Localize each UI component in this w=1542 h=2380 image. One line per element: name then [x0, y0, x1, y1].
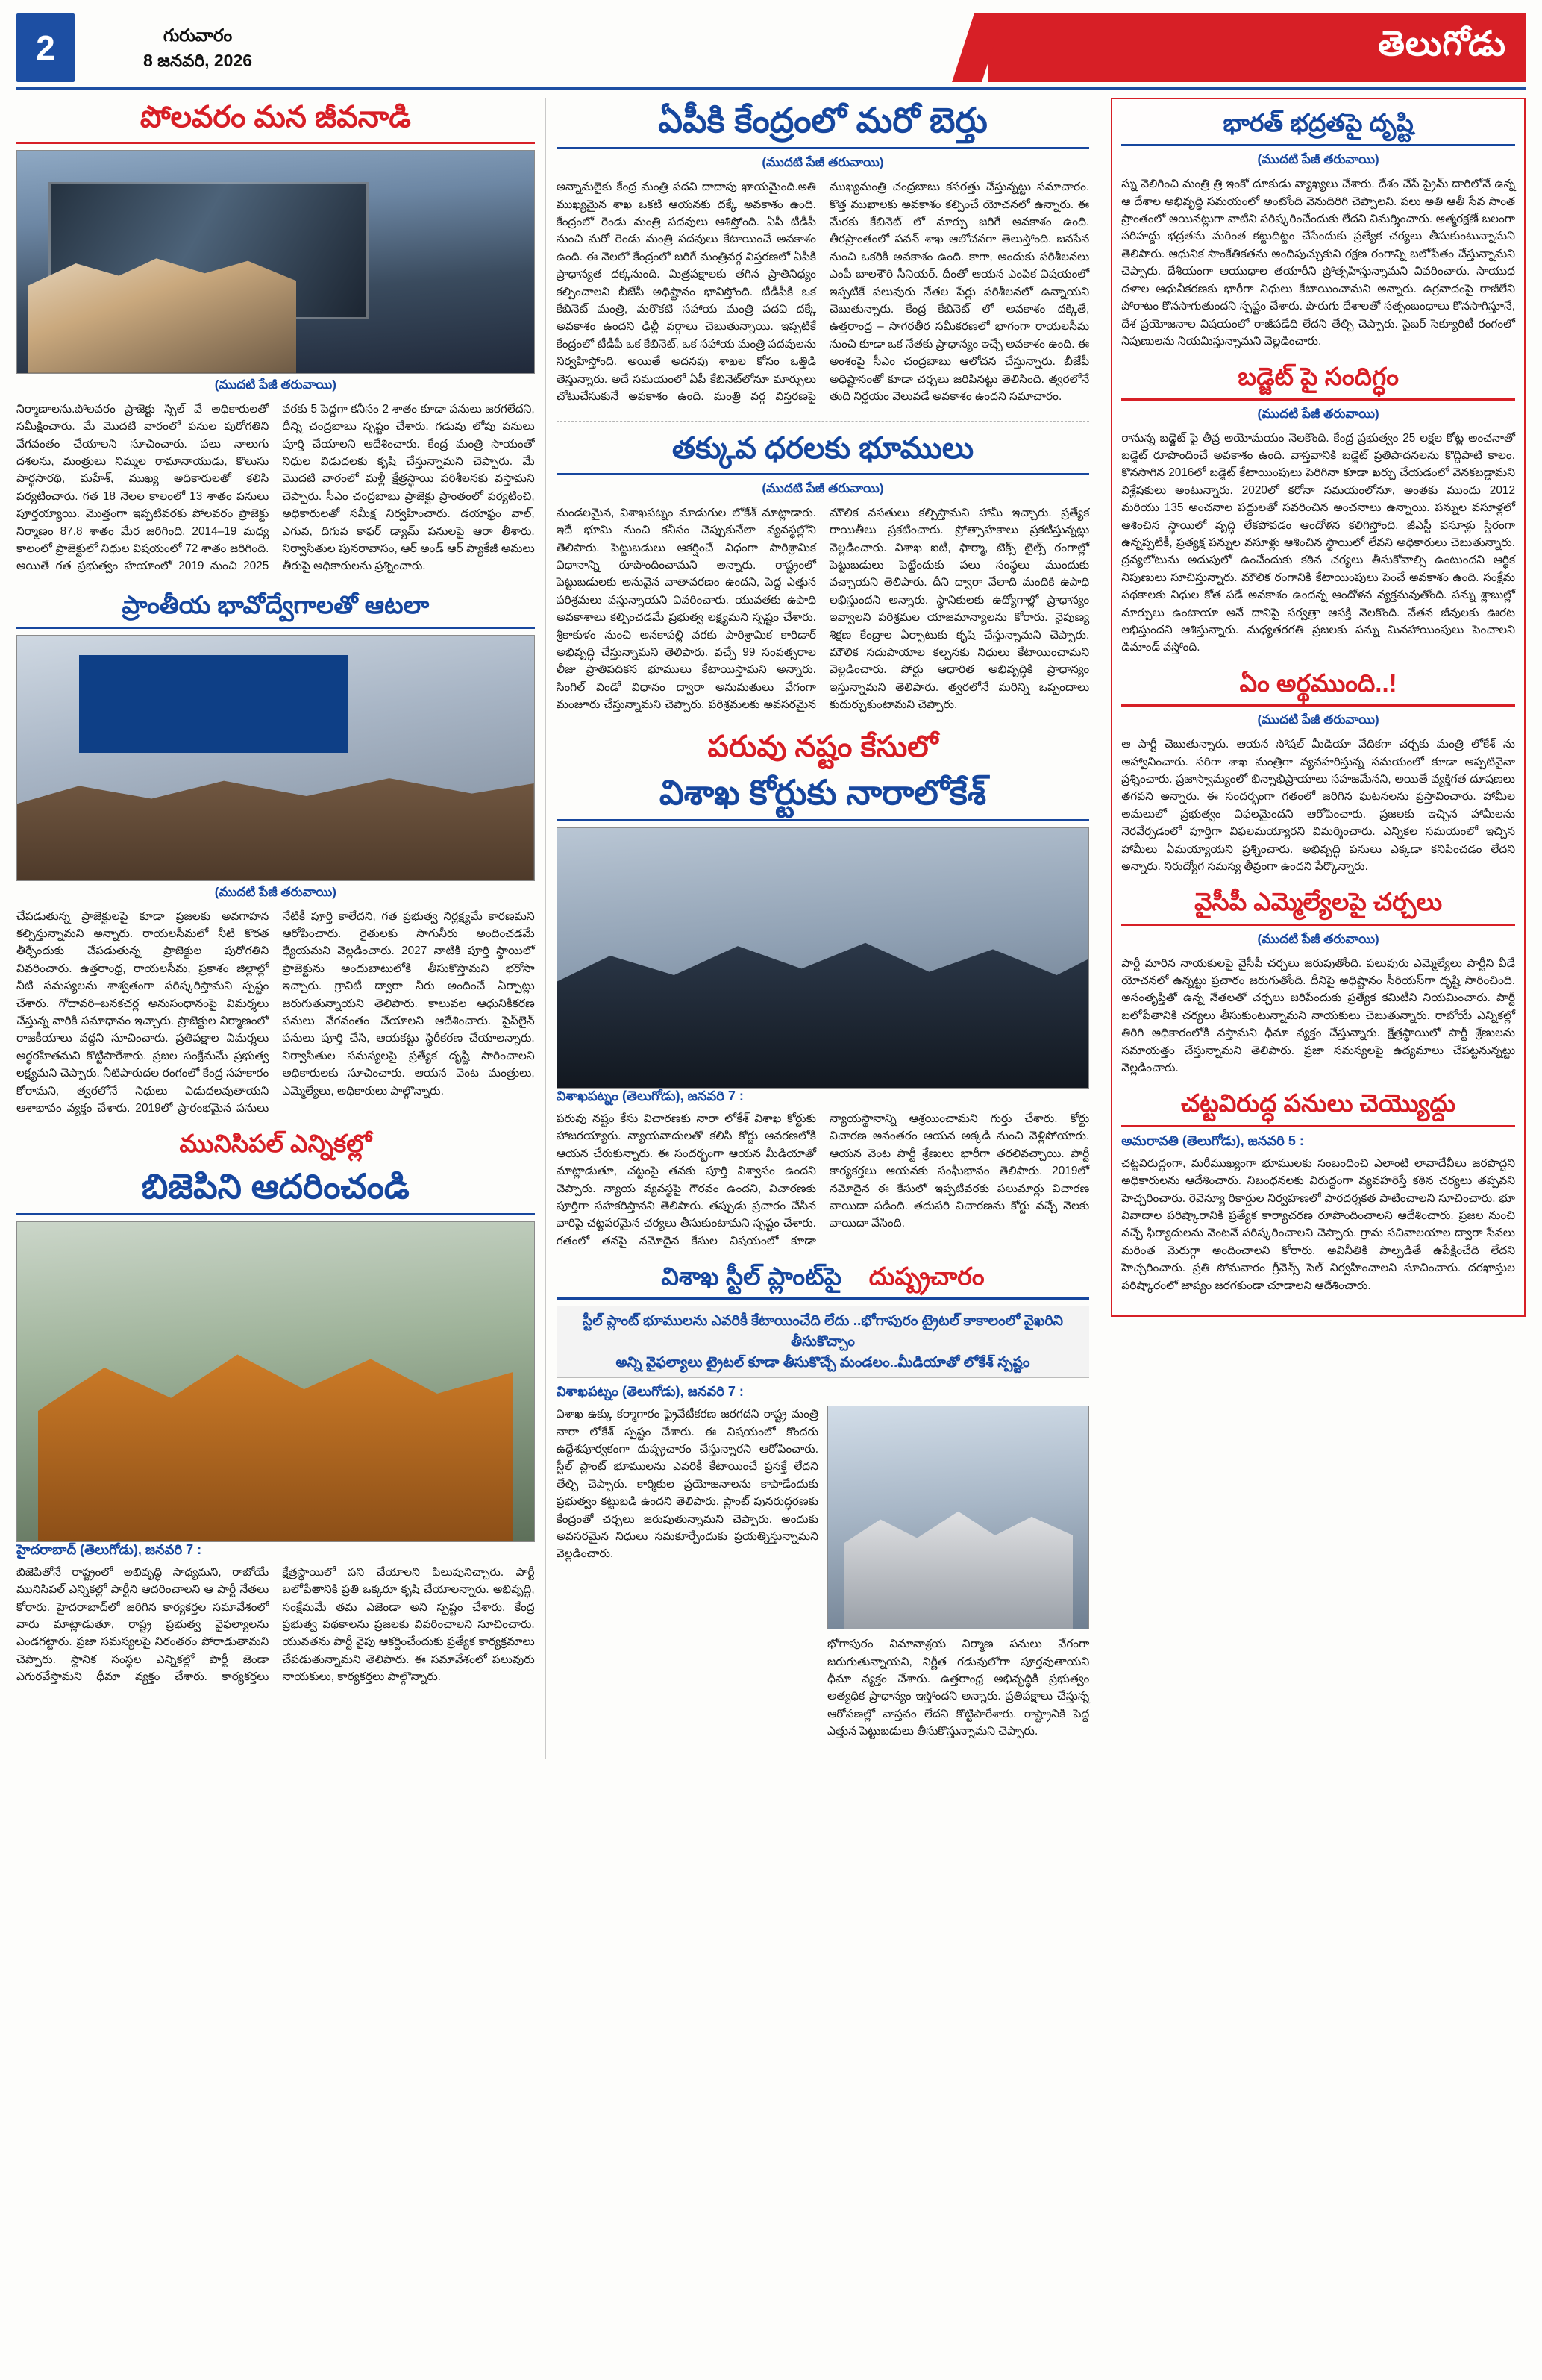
- paragraph: చట్టవిరుద్ధంగా, మరీముఖ్యంగా భూములకు సంబంధించి ఎలాంటి లావాదేవీలు జరపొద్దని అధికారులను ఆదేశించారు. నిబంధనలకు విరుద్ధంగా వ్యవహరిస్తే కఠిన చర్యలు తప్పవని హెచ్చరించారు. రెవెన్యూ రికార్డుల నిర్వహణలో పారదర్శకత పాటించాలని సూచించారు. భూ వివాదాల పరిష్కారానికి ప్రత్యేక కార్యాచరణ రూపొందించాలని ఆదేశించారు. ప్రజల నుంచి వచ్చే ఫిర్యాదులను వెంటనే పరిష్కరించాలని చెప్పారు. గ్రామ సచివాలయాల ద్వారా సేవలు మరింత మెరుగ్గా అందించాలని కోరారు. అవినీతికి పాల్పడితే ఉపేక్షించేది లేదని హెచ్చరించారు. ప్రతి సోమవారం గ్రీవెన్స్ సెల్ నిర్వహించాలని సూచించారు. దరఖాస్తుల పరిష్కారంలో జాప్యం జరగకుండా చూడాలని ఆదేశించారు.: [1121, 1156, 1516, 1292]
- story-body: [1121, 1155, 1515, 1294]
- photo-bjp-felicitation: [16, 1221, 535, 1542]
- headline-rule: [557, 147, 1090, 149]
- column-center: [557, 98, 1090, 1759]
- headline-illegal-works: చట్టవిరుద్ధ పనులు చెయ్యొద్దు: [1181, 1089, 1456, 1118]
- date-block: [75, 13, 321, 82]
- page-number: 2: [16, 13, 75, 82]
- paragraph: నిర్మాణాలను.పోలవరం ప్రాజెక్టు స్పిల్ వే అధికారులతో సమీక్షించారు. మే మొదటి వారంలో పనుల పురోగతిని వేగవంతం చేయాలని సూచించారు. పలు నాలుగు దశలను, మంత్రులు నిమ్మల రామానాయుడు, కొలుసు పార్థసారథి, మహేశ్, ముఖ్య అధికారులతో కలిసి పర్యటించారు. గత 18 నెలల కాలంలో 13 శాతం పనులు పూర్తయ్యాయి. మొత్తంగా ఇప్పటివరకు పోలవరం ప్రాజెక్టు నిర్మాణం 87.8 శాతం మేర జరిగింది. 2014–19 మధ్య కాలంలో ప్రాజెక్టులో నిధుల విషయంలో 72 శాతం జరిగింది. అయితే గత ప్రభుత్వం హయాంలో 2019 నుంచి 2025 వరకు 5 పెద్దగా కనీసం 2 శాతం కూడా పనులు జరగలేదని, దీన్ని చంద్రబాబు స్పష్టం చేశారు. గడువు లోపు పనులు పూర్తి చేయాలని ఆదేశించారు. కేంద్ర మంత్రి సాయంతో నిధుల విడుదలకు కృషి చేస్తున్నామని చెప్పారు. మే మొదటి వారంలో మళ్లీ క్షేత్రస్థాయి పరిశీలనకు వస్తామని చెప్పారు. సీఎం చంద్రబాబు ప్రాజెక్టు ప్రాంతంలో పర్యటించి, అధికారులతో సమీక్ష నిర్వహించారు. డయాఫ్రం వాల్, ఎగువ, దిగువ కాఫర్ డ్యామ్ పనులపై ఆరా తీశారు. నిర్వాసితుల పునరావాసం, ఆర్ అండ్ ఆర్ ప్యాకేజీ అమలు తీరుపై అధికారులను ప్రశ్నించారు.: [16, 402, 535, 573]
- page-columns: [16, 98, 1526, 1759]
- story-ycp-mlas: [1121, 887, 1515, 1077]
- continuation-note: (ముదటి పేజీ తరువాయి): [1257, 931, 1379, 946]
- headline-polavaram: పోలవరం మన జీవనాడి: [140, 101, 411, 134]
- paragraph: బిజెపితోనే రాష్ట్రంలో అభివృద్ధి సాధ్యమని, రాబోయే మునిసిపల్ ఎన్నికల్లో పార్టీని ఆదరించాలని ఆ పార్టీ నేతలు కోరారు. హైదరాబాద్‌లో జరిగిన కార్యకర్తల సమావేశంలో వారు మాట్లాడుతూ, రాష్ట్ర ప్రభుత్వ వైఫల్యాలను ఎండగట్టారు. ప్రజా సమస్యలపై నిరంతరం పోరాడుతామని చెప్పారు. స్థానిక సంస్థల ఎన్నికల్లో పార్టీ జెండా ఎగురవేస్తామని ధీమా వ్యక్తం చేశారు. కార్యకర్తలు క్షేత్రస్థాయిలో పని చేయాలని పిలుపునిచ్చారు. పార్టీ బలోపేతానికి ప్రతి ఒక్కరూ కృషి చేయాలన్నారు. అభివృద్ధి, సంక్షేమమే తమ ఎజెండా అని స్పష్టం చేశారు. కేంద్ర ప్రభుత్వ పథకాలను ప్రజలకు వివరించాలని సూచించారు. యువతను పార్టీ వైపు ఆకర్షించేందుకు ప్రత్యేక కార్యక్రమాలు చేపడుతున్నామని తెలిపారు. ఈ సమావేశంలో పలువురు నాయకులు, కార్యకర్తలు పాల్గొన్నారు.: [16, 1565, 535, 1684]
- story-body: [1121, 736, 1515, 875]
- headline-rule: [1121, 924, 1515, 926]
- headline-cheap-lands: తక్కువ ధరలకు భూములు: [671, 431, 974, 465]
- story-defamation-case: [557, 729, 1090, 1250]
- headline-center-berth: ఏపీకి కేంద్రంలో మరో బెర్తు: [658, 101, 988, 140]
- paragraph: స్ను వెలిగించి మంత్రి త్రి ఇంకో దూకుడు వ్యాఖ్యలు చేశారు. దేశం చేసే ప్రైమ్ దారిలోనే ఉన్న ఆ దేశాల అభివృద్ధి సమయంలో అంటోంది వెనుదిరిగి చెప్పాలని. పలు అతి ఆతీ సేవ సాంత ప్రాంతంలో అయినట్లుగా వాటిని పరిష్కరించేందుకు లేదని విమర్శించారు. ఆత్మరక్షణే బలంగా సరిహద్దు భద్రతను మరింత కట్టుదిట్టం చేసేందుకు ప్రత్యేక చర్యలు తీసుకుంటున్నామని తెలిపారు. ఆధునిక సాంకేతికతను అందిపుచ్చుకుని రక్షణ రంగాన్ని బలోపేతం చేస్తున్నామని చెప్పారు. దేశీయంగా ఆయుధాల తయారీని ప్రోత్సహిస్తున్నామని వివరించారు. సాయుధ దళాల ఆధునీకరణకు భారీగా నిధులు కేటాయించామని అన్నారు. ఉగ్రవాదంపై రాజీలేని పోరాటం కొనసాగుతుందని స్పష్టం చేశారు. పొరుగు దేశాలతో సత్సంబంధాలు కొనసాగిస్తూనే, దేశ ప్రయోజనాల విషయంలో రాజీపడేది లేదని తేల్చి చెప్పారు. సైబర్ సెక్యూరిటీ రంగంలో నిపుణులను నియమిస్తున్నామని వెల్లడించారు.: [1121, 178, 1516, 348]
- story-steel-plant: [557, 1262, 1090, 1747]
- steel-two-col: [557, 1406, 1090, 1747]
- story-national-security: [1121, 108, 1515, 350]
- headline-defamation-line1: పరువు నష్టం కేసులో: [707, 730, 938, 764]
- photo-polavaram-review: [16, 150, 535, 374]
- date-label: 8 జనవరి, 2026: [142, 51, 253, 70]
- headline-rule: [557, 473, 1090, 475]
- continuation-note: (ముదటి పేజీ తరువాయి): [762, 480, 884, 495]
- headline-rule: [1121, 144, 1515, 146]
- photo-caption: (ముదటి పేజీ తరువాయి): [214, 377, 336, 392]
- story-body: [557, 504, 1090, 717]
- headline-ycp-mlas: వైసీపీ ఎమ్మెల్యేలపై చర్చలు: [1194, 888, 1443, 916]
- banner-line-1: స్టీల్ ప్లాంట్ భూములను ఎవరికీ కేటాయించేది లేదు ..భోగాపురం ట్రైటల్ కాకాలంలో వైఖరిని తీసుకొచ్చాం: [582, 1313, 1064, 1350]
- dateline: అమరావతి (తెలుగోడు), జనవరి 5 :: [1121, 1133, 1304, 1148]
- story-cheap-lands: [557, 430, 1090, 717]
- headline-security: [1121, 108, 1515, 138]
- photo-lokesh-court: [557, 827, 1090, 1089]
- story-polavaram: [16, 99, 535, 578]
- headline-regional: ప్రాంతీయ భావోద్వేగాలతో ఆటలా: [122, 591, 430, 619]
- brand-title: తెలుగోడు: [1378, 24, 1506, 63]
- continuation-note: (ముదటి పేజీ తరువాయి): [1257, 713, 1379, 727]
- headline-rule: [16, 1213, 535, 1215]
- story-body: [1121, 175, 1515, 350]
- headline-rule: [16, 142, 535, 144]
- story-body: [16, 1564, 535, 1689]
- masthead: [16, 13, 1526, 82]
- headline-rule: [1121, 704, 1515, 707]
- weekday-label: గురువారం: [163, 25, 233, 45]
- story-body: [16, 401, 535, 579]
- story-body: [16, 908, 535, 1118]
- headline-defamation-line2: విశాఖ కోర్టుకు నారాలోకేశ్: [659, 772, 987, 812]
- column-right: [1111, 98, 1526, 1317]
- continuation-note: (ముదటి పేజీ తరువాయి): [1257, 406, 1379, 421]
- story-body: [557, 1110, 1090, 1250]
- headline-steel-line1: [557, 1262, 1090, 1291]
- story-body-right: [827, 1635, 1089, 1740]
- headline-rule: [1121, 398, 1515, 401]
- continuation-note: (ముదటి పేజీ తరువాయి): [1257, 152, 1379, 167]
- story-budget: [1121, 362, 1515, 657]
- paragraph: విశాఖ ఉక్కు కర్మాగారం ప్రైవేటీకరణ జరగదని రాష్ట్ర మంత్రి నారా లోకేశ్ స్పష్టం చేశారు. ఈ విషయంలో కొందరు ఉద్దేశపూర్వకంగా దుష్ప్రచారం చేస్తున్నారని ఆరోపించారు. స్టీల్ ప్లాంట్ భూములను ఎవరికీ కేటాయించే ప్రసక్తే లేదని తేల్చి చెప్పారు. కార్మికుల ప్రయోజనాలను కాపాడేందుకు ప్రభుత్వం కట్టుబడి ఉందని తెలిపారు. ప్లాంట్ పునరుద్ధరణకు కేంద్రంతో చర్చలు జరుపుతున్నామని చెప్పారు. అందుకు అవసరమైన నిధులు సమకూర్చేందుకు ప్రయత్నిస్తున్నామని వెల్లడించారు.: [556, 1408, 818, 1561]
- headline-rule: [557, 1297, 1090, 1300]
- dateline: విశాఖపట్నం (తెలుగోడు), జనవరి 7 :: [556, 1088, 744, 1103]
- continuation-note: (ముదటి పేజీ తరువాయి): [762, 155, 884, 170]
- headline-security-part1: భారత్ భద్రతపై దృష్టి: [1223, 109, 1414, 137]
- headline-what-meaning: ఏం అర్థముంది..!: [1239, 668, 1397, 697]
- story-body: [1121, 430, 1515, 657]
- paragraph: అన్నామలైకు కేంద్ర మంత్రి పదవి దాదాపు ఖాయమైంది.అతి ముఖ్యమైన శాఖ ఒకటి ఆయనకు దక్కే అవకాశం ఉంది. కేంద్రంలో రెండు మంత్రి పదవులు ఆశిస్తోంది. ఏపీ టీడీపీ నుంచి మరో రెండు మంత్రి పదవులు కేటాయించే అవకాశం ఉంది. ఈ నెలలో కేంద్రంలో జరిగే మంత్రివర్గ విస్తరణలో ఏపీకి ప్రాధాన్యత దక్కనుంది. మిత్రపక్షాలకు తగిన ప్రాతినిధ్యం కల్పించాలని బీజేపీ అధిష్టానం భావిస్తోంది. టీడీపీకి ఒక కేబినెట్ మంత్రి, మరొకటి సహాయ మంత్రి పదవి దక్కే అవకాశం ఉందని ఢిల్లీ వర్గాలు చెబుతున్నాయి. ఇప్పటికే కేంద్రంలో టీడీపీ ఒక కేబినెట్, ఒక సహాయ మంత్రి పదవులను నిర్వహిస్తోంది. అయితే అదనపు శాఖల కోసం ఒత్తిడి తెస్తున్నారు. అదే సమయంలో ఏపీ కేబినెట్‌లోనూ మార్పులు చోటుచేసుకునే అవకాశం ఉంది. మంత్రి వర్గ విస్తరణపై ముఖ్యమంత్రి చంద్రబాబు కసరత్తు చేస్తున్నట్టు సమాచారం. కొత్త ముఖాలకు అవకాశం కల్పించే యోచనలో ఉన్నారు. ఈ మేరకు కేబినెట్ లో మార్పు జరిగే అవకాశం ఉంది. తీరప్రాంతంలో పవన్ శాఖ ఆలోచనగా తెలుస్తోంది. జనసేన నుంచి ఒకరికి అవకాశం ఉంది. కాగా, అందుకు పరిశీలనలు ఎంపీ బాలశౌరి సీనియర్. దీంతో ఆయన ఎంపిక విషయంలో ఇప్పటికే పలువురు నేతల పేర్లు పరిశీలనలో ఉన్నాయని చెబుతున్నారు. కేంద్ర కేబినెట్ లో అవకాశం దక్కితే, ఉత్తరాంధ్ర – సాగరతీర సమీకరణలో భాగంగా రాయలసీమ నుంచి కూడా ఒక నేతకు ప్రాధాన్యం ఇచ్చే అవకాశం ఉంది. ఈ అంశంపై సీఎం చంద్రబాబు ఆలోచన చేస్తున్నారు. బీజేపీ అధిష్టానంతో కూడా చర్చలు జరిపినట్టు తెలిసింది. త్వరలోనే తుది నిర్ణయం వెలువడే అవకాశం ఉందని సమాచారం.: [556, 181, 1090, 403]
- story-center-berth: [557, 99, 1090, 409]
- paragraph: చేపడుతున్న ప్రాజెక్టులపై కూడా ప్రజలకు అవగాహన కల్పిస్తున్నామని అన్నారు. రాయలసీమలో నీటి కొరత తీర్చేందుకు చేపడుతున్న ప్రాజెక్టుల పురోగతిని వివరించారు. ఉత్తరాంధ్ర, రాయలసీమ, ప్రకాశం జిల్లాల్లో నీటి సమస్యలను శాశ్వతంగా పరిష్కరిస్తామని స్పష్టం చేశారు. గోదావరి–బనకచర్ల అనుసంధానంపై విమర్శలు చేస్తున్న వారికి సమాధానం ఇచ్చారు. ప్రాజెక్టుల నిర్మాణంలో రాజకీయాలు వద్దని సూచించారు. ప్రతిపక్షాల విమర్శలు అర్థరహితమని కొట్టిపారేశారు. ప్రజల సంక్షేమమే ప్రభుత్వ లక్ష్యమని చెప్పారు. నీటిపారుదల రంగంలో కేంద్ర సహకారం కోరామని, త్వరలోనే నిధులు విడుదలవుతాయని ఆశాభావం వ్యక్తం చేశారు. 2019లో ప్రారంభమైన పనులు నేటికీ పూర్తి కాలేదని, గత ప్రభుత్వ నిర్లక్ష్యమే కారణమని ఆరోపించారు. రైతులకు సాగునీరు అందించడమే ధ్యేయమని వెల్లడించారు. 2027 నాటికి పూర్తి స్థాయిలో ప్రాజెక్టును అందుబాటులోకి తీసుకొస్తామని భరోసా ఇచ్చారు. గ్రావిటీ ద్వారా నీరు అందించే ఏర్పాట్లు జరుగుతున్నాయని తెలిపారు. కాలువల ఆధునికీకరణ పనులు వేగవంతం చేయాలని ఆదేశించారు. పైప్‌లైన్ పనులు పూర్తి చేసి, ఆయకట్టు స్థిరీకరణ చేయాలన్నారు. నిర్వాసితుల సమస్యలపై ప్రత్యేక దృష్టి సారించాలని అధికారులకు సూచించారు. ఆయన వెంట మంత్రులు, ఎమ్మెల్యేలు, అధికారులు పాల్గొన్నారు.: [16, 909, 535, 1115]
- right-rail-box: [1111, 98, 1526, 1317]
- story-what-meaning: [1121, 668, 1515, 876]
- story-body-left: [557, 1406, 818, 1563]
- banner-line-2: అన్ని వైఫల్యాలు ట్రైటల్ కూడా తీసుకొచ్చే మండలం..మీడియాతో లోకేశ్ స్పష్టం: [615, 1354, 1030, 1371]
- story-body: [1121, 955, 1515, 1077]
- headline-budget: బడ్జెట్ పై సందిగ్ధం: [1238, 363, 1399, 391]
- masthead-spacer: [321, 13, 988, 82]
- paragraph: మండలమైన, విశాఖపట్నం మాడుగుల లోకేశ్ మాట్లాడారు. ఇదే భూమి నుంచి కనీసం చెప్పుకునేలా వ్యవస్థల్లోని తెలిపారు. పెట్టుబడులు ఆకర్షించే విధంగా పారిశ్రామిక విధానాన్ని రూపొందించామని అన్నారు. రాష్ట్రంలో పెట్టుబడులకు అనువైన వాతావరణం ఉందని, పెద్ద ఎత్తున పరిశ్రమలు వస్తున్నాయని వివరించారు. యువతకు ఉపాధి అవకాశాలు కల్పించడమే ప్రభుత్వ లక్ష్యమని స్పష్టం చేశారు. శ్రీకాకుళం నుంచి అనకాపల్లి వరకు పారిశ్రామిక కారిడార్ అభివృద్ధి చేస్తున్నామని తెలిపారు. వచ్చే 99 సంవత్సరాల లీజు ప్రాతిపదికన భూములు కేటాయిస్తామని అన్నారు. సింగిల్ విండో విధానం ద్వారా అనుమతులు వేగంగా మంజూరు చేస్తున్నామని చెప్పారు. పరిశ్రమలకు అవసరమైన మౌలిక వసతులు కల్పిస్తామని హామీ ఇచ్చారు. ప్రత్యేక రాయితీలు ప్రకటించారు. ప్రోత్సాహకాలు ప్రకటిస్తున్నట్లు వెల్లడించారు. విశాఖ ఐటీ, ఫార్మా, టెక్స్ టైల్స్ రంగాల్లో పెట్టుబడులు పెట్టేందుకు పలు సంస్థలు ముందుకు వచ్చాయని తెలిపారు. దీని ద్వారా వేలాది మందికి ఉపాధి లభిస్తుందని అన్నారు. స్థానికులకు ఉద్యోగాల్లో ప్రాధాన్యం ఇవ్వాలని పరిశ్రమల యాజమాన్యాలను కోరారు. నైపుణ్య శిక్షణ కేంద్రాల ఏర్పాటుకు కృషి చేస్తున్నామని చెప్పారు. మౌలిక సదుపాయాల కల్పనకు నిధులు కేటాయించామని వెల్లడించారు. పోర్టు ఆధారిత అభివృద్ధికి ప్రాధాన్యం ఇస్తున్నామని తెలిపారు. త్వరలోనే మరిన్ని ఒప్పందాలు కుదుర్చుకుంటామని చెప్పారు.: [556, 506, 1090, 712]
- steel-banner: [557, 1306, 1090, 1378]
- headline-rule: [16, 627, 535, 629]
- photo-lokesh-media: [827, 1406, 1089, 1629]
- story-regional-sentiments: [16, 590, 535, 1117]
- dateline: హైదరాబాద్ (తెలుగోడు), జనవరి 7 :: [16, 1541, 202, 1557]
- paragraph: ఆ పార్టీ చెబుతున్నారు. ఆయన సోషల్ మీడియా వేదికగా చర్చకు మంత్రి లోకేశ్ ను ఆహ్వానించారు. సరిగా శాఖ మంత్రిగా వ్యవహరిస్తున్న సమయంలో కూడా అప్పటివైనా ప్రశ్నించారు. ప్రజాస్వామ్యంలో భిన్నాభిప్రాయాలు సహజమేనని, అయితే వ్యక్తిగత దూషణలు తగవని అన్నారు. ఈ సందర్భంగా గతంలో జరిగిన ఘటనలను ప్రస్తావించారు. హామీల అమలులో ప్రభుత్వం విఫలమైందని ఆరోపించారు. ప్రజలకు ఇచ్చిన హామీలను నెరవేర్చడంలో పూర్తిగా విఫలమయ్యారని విమర్శించారు. ఎన్నికల సమయంలో ఇచ్చిన హామీలు ఏమయ్యాయని ప్రశ్నించారు. అభివృద్ధి పనులు ఎక్కడా కనిపించడం లేదని అన్నారు. నిరుద్యోగ సమస్య తీవ్రంగా ఉందని పేర్కొన్నారు.: [1121, 738, 1516, 873]
- headline-bjp-line2: బిజెపిని ఆదరించండి: [141, 1166, 410, 1206]
- story-body: [557, 178, 1090, 409]
- story-separator: [557, 421, 1090, 422]
- photo-meeting-hall: [16, 635, 535, 881]
- paragraph: పరువు నష్టం కేసు విచారణకు నారా లోకేశ్ విశాఖ కోర్టుకు హాజరయ్యారు. న్యాయవాదులతో కలిసి కోర్టు ఆవరణలోకి ఆయన చేరుకున్నారు. ఈ సందర్భంగా ఆయన మీడియాతో మాట్లాడుతూ, చట్టంపై తనకు పూర్తి విశ్వాసం ఉందని చెప్పారు. న్యాయ వ్యవస్థపై గౌరవం ఉందని, విచారణకు పూర్తిగా సహకరిస్తానని తెలిపారు. తప్పుడు ప్రచారం చేసిన వారిపై చట్టపరమైన చర్యలు తీసుకుంటామని స్పష్టం చేశారు. గతంలో తనపై నమోదైన కేసుల విషయంలో కూడా న్యాయస్థానాన్ని ఆశ్రయించామని గుర్తు చేశారు. కోర్టు విచారణ అనంతరం ఆయన అక్కడి నుంచి వెళ్లిపోయారు. ఆయన వెంట పార్టీ శ్రేణులు భారీగా తరలివచ్చాయి. పార్టీ కార్యకర్తలు ఆయనకు సంఘీభావం తెలిపారు. 2019లో నమోదైన ఈ కేసులో ఇప్పటివరకు పలుమార్లు విచారణ వాయిదా పడింది. తదుపరి విచారణను కోర్టు వచ్చే నెలకు వాయిదా వేసింది.: [556, 1112, 1090, 1247]
- column-left: [16, 98, 535, 1701]
- paragraph: భోగాపురం విమానాశ్రయ నిర్మాణ పనులు వేగంగా జరుగుతున్నాయని, నిర్ణీత గడువులోగా పూర్తవుతాయని ధీమా వ్యక్తం చేశారు. ఉత్తరాంధ్ర అభివృద్ధికి ప్రభుత్వం అత్యధిక ప్రాధాన్యం ఇస్తోందని అన్నారు. ప్రతిపక్షాలు చేస్తున్న ఆరోపణల్లో వాస్తవం లేదని కొట్టిపారేశారు. రాష్ట్రానికి పెద్ద ఎత్తున పెట్టుబడులు తీసుకొస్తున్నామని చెప్పారు.: [827, 1638, 1090, 1738]
- paragraph: పార్టీ మారిన నాయకులపై వైసీపీ చర్చలు జరుపుతోంది. పలువురు ఎమ్మెల్యేలు పార్టీని వీడే యోచనలో ఉన్నట్టు ప్రచారం జరుగుతోంది. దీనిపై అధిష్టానం సీరియస్‌గా దృష్టి సారించింది. అసంతృప్తితో ఉన్న నేతలతో చర్చలు జరిపేందుకు ప్రత్యేక కమిటీని నియమించారు. పార్టీ బలోపేతానికి చర్యలు తీసుకుంటున్నామని నాయకులు చెబుతున్నారు. రాబోయే ఎన్నికల్లో తిరిగి అధికారంలోకి వస్తామని ధీమా వ్యక్తం చేస్తున్నారు. క్షేత్రస్థాయిలో పార్టీ శ్రేణులను సమాయత్తం చేస్తున్నామని తెలిపారు. ప్రజా సమస్యలపై ఉద్యమాలు చేపట్టనున్నట్టు వెల్లడించారు.: [1121, 956, 1516, 1075]
- column-divider: [545, 98, 546, 1759]
- headline-rule: [557, 819, 1090, 821]
- brand-strip: [988, 13, 1526, 82]
- paragraph: రానున్న బడ్జెట్ పై తీవ్ర అయోమయం నెలకొంది. కేంద్ర ప్రభుత్వం 25 లక్షల కోట్ల అంచనాతో బడ్జెట్ రూపొందించే అవకాశం ఉంది. వాస్తవానికి బడ్జెట్ ప్రతిపాదనలను కొద్దిపాటి కాలం. కొనసాగిన 2016లో బడ్జెట్ కేటాయింపులు పెరిగినా కూడా ఖర్చు చేయడంలో వెనకబడ్డామని విశ్లేషకులు అంటున్నారు. 2020లో కరోనా సమయంలోనూ, అంతకు ముందు 2012 మరియు 135 అంచనాల పద్దులతో సవరించిన అంచనాలు ఉన్నాయి. పన్నుల వసూళ్లలో ఆశించిన స్థాయిలో వృద్ధి లేకపోవడం ఆందోళన కలిగిస్తోంది. జీఎస్టీ వసూళ్లు స్థిరంగా ఉన్నప్పటికీ, ప్రత్యక్ష పన్నుల వసూళ్లు ఆశించిన స్థాయిలో లేవని అధికారులు చెబుతున్నారు. ద్రవ్యలోటును అదుపులో ఉంచేందుకు కఠిన చర్యలు తీసుకోవాల్సి ఉంటుందని ఆర్థిక నిపుణులు సూచిస్తున్నారు. మౌలిక రంగానికి కేటాయింపులు పెంచే అవకాశం ఉంది. సంక్షేమ పథకాలకు నిధుల కోత పడే అవకాశం ఉందన్న ఆందోళన వ్యక్తమవుతోంది. పన్ను శ్లాబుల్లో మార్పులు ఉంటాయా అనే దానిపై సర్వత్రా ఆసక్తి నెలకొంది. వేతన జీవులకు ఊరట లభిస్తుందని ఆశిస్తున్నారు. మధ్యతరగతి ప్రజలకు పన్ను మినహాయింపులు పెంచాలని డిమాండ్ వస్తోంది.: [1121, 431, 1516, 654]
- dateline: విశాఖపట్నం (తెలుగోడు), జనవరి 7 :: [556, 1384, 744, 1400]
- headline-bjp-line1: మునిసిపల్ ఎన్నికల్లో: [179, 1130, 372, 1158]
- headline-steel-part1: విశాఖ స్టీల్ ప్లాంట్‌పై: [661, 1262, 842, 1291]
- story-illegal-works: [1121, 1089, 1515, 1294]
- headline-rule: [1121, 1125, 1515, 1127]
- headline-steel-part2: దుష్ప్రచారం: [868, 1262, 985, 1291]
- photo-caption: (ముదటి పేజీ తరువాయి): [214, 884, 336, 899]
- steel-photo-col: [827, 1406, 1089, 1747]
- steel-text-col: [557, 1406, 818, 1570]
- story-bjp-municipal: [16, 1129, 535, 1689]
- masthead-rule: [16, 87, 1526, 90]
